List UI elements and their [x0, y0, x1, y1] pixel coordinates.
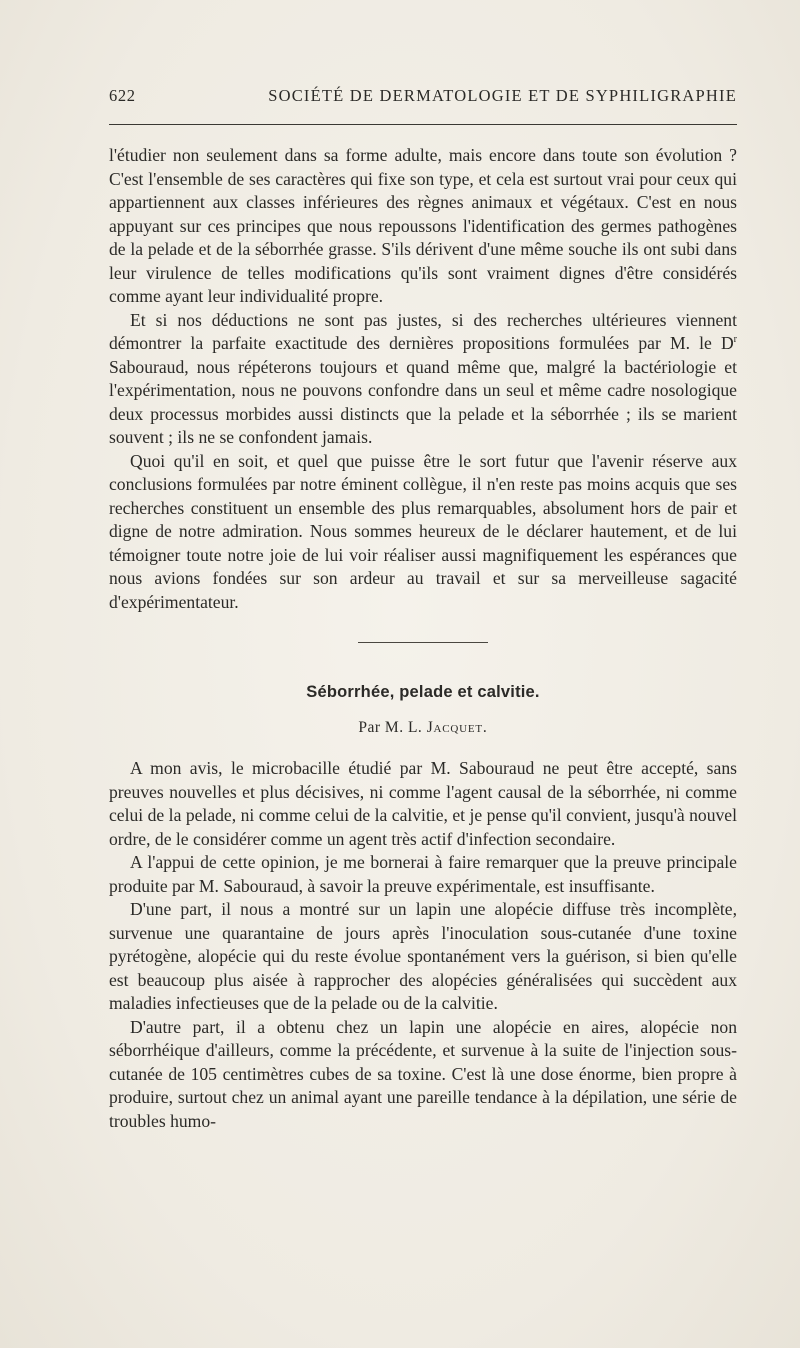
section-title: Séborrhée, pelade et calvitie.	[306, 683, 540, 701]
paragraph-opinion: A mon avis, le microbacille étudié par M. Sabouraud ne peut être accepté, sans preuves nouvelles et plus décisives, ni comme l'agent causal de la séborrhée, ni comme celui de la pelade, ni comme celui de la calvitie, et je pense qu'il convient, jusqu'à nouvel ordre, de le considérer comme un agent très actif d'infection secondaire.	[109, 758, 737, 849]
running-title: SOCIÉTÉ DE DERMATOLOGIE ET DE SYPHILIGRAPHIE	[268, 86, 737, 105]
doctor-title-superscript: r	[733, 334, 737, 346]
section-divider	[358, 642, 488, 643]
author-prefix: Par M. L.	[358, 718, 423, 736]
author-line	[109, 716, 737, 740]
author-name: Jacquet.	[426, 718, 488, 736]
paragraph-second-rabbit: D'autre part, il a obtenu chez un lapin une alopécie en aires, alopécie non séborrhéique d'ailleurs, comme la précédente, et survenue à la suite de l'injection sous-cutanée de 105 centimètres cubes de sa toxine. C'est là une dose énorme, bien propre à produire, surtout chez un animal ayant une pareille tendance à la dépilation, une série de troubles humo-	[109, 1016, 737, 1131]
paragraph-deductions	[109, 309, 737, 450]
header-rule	[109, 124, 737, 125]
paragraph-deductions-end: Sabouraud, nous répéterons toujours et quand même que, malgré la bactériologie et l'expérimentation, nous ne pouvons confondre dans un seul et même cadre nosologique deux processus morbides aussi distincts que la pelade et la séborrhée ; ils se marient souvent ; ils ne se confondent jamais.	[109, 356, 737, 447]
paragraph-deductions-start: Et si nos déductions ne sont pas justes, si des recherches ultérieures viennent démontrer la parfaite exactitude des dernières propositions formulées par M. le D	[109, 309, 737, 353]
paragraph-conclusion: Quoi qu'il en soit, et quel que puisse être le sort futur que l'avenir réserve aux conclusions formulées par notre éminent collègue, il n'en reste pas moins acquis que ses recherches constituent un ensemble des plus remarquables, absolument hors de pair et digne de notre admiration. Nous sommes heureux de le déclarer hautement, et de lui témoigner toute notre joie de lui voir réaliser aussi magnifiquement les espérances que nous avions fondées sur son ardeur au travail et sur sa merveilleuse sagacité d'expérimentateur.	[109, 450, 737, 612]
paragraph-continuation: l'étudier non seulement dans sa forme adulte, mais encore dans toute son évolution ? C'est l'ensemble de ses caractères qui fixe son type, et cela est surtout vrai pour ceux qui appartiennent aux classes inférieures des règnes animaux et végétaux. C'est en nous appuyant sur ces principes que nous repoussons l'identification des germes pathogènes de la pelade et de la séborrhée grasse. S'ils dérivent d'une même souche ils ont subi dans leur virulence de telles modifications qu'ils sont vraiment dignes d'être considérés comme ayant leur individualité propre.	[109, 145, 737, 306]
running-header	[109, 86, 737, 112]
body-text	[109, 144, 737, 1133]
paragraph-first-rabbit: D'une part, il nous a montré sur un lapin une alopécie diffuse très incomplète, survenue une quarantaine de jours après l'inoculation sous-cutanée d'une toxine pyrétogène, alopécie qui du reste évolue spontanément vers la guérison, si bien qu'elle est beaucoup plus aisée à rapprocher des alopécies généralisées qui succèdent aux maladies infectieuses que de la pelade ou de la calvitie.	[109, 899, 737, 1013]
page-number: 622	[109, 86, 136, 105]
paragraph-proof: A l'appui de cette opinion, je me bornerai à faire remarquer que la preuve principale produite par M. Sabouraud, à savoir la preuve expérimentale, est insuffisante.	[109, 852, 737, 896]
